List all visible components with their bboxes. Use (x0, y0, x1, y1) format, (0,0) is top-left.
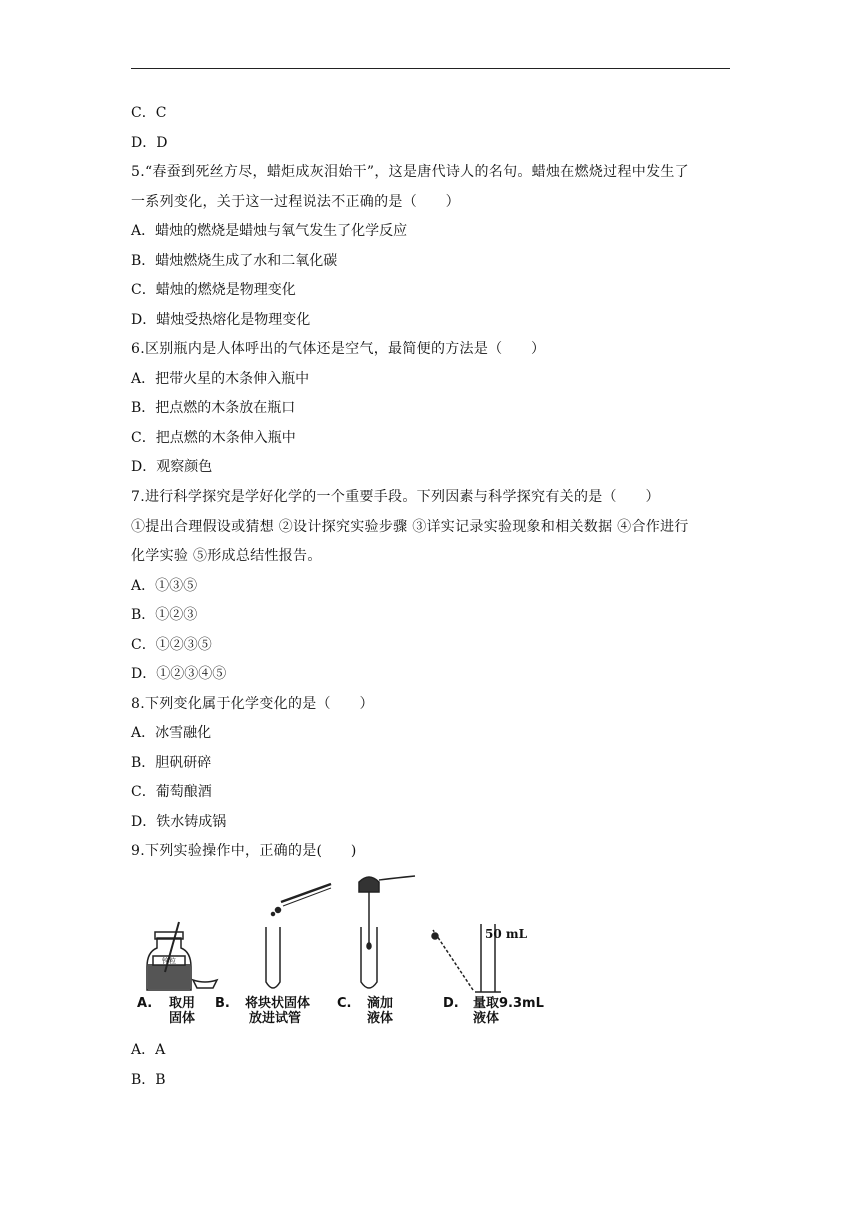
reagent-jar-illustration (147, 922, 217, 990)
caption-b-line2: 放进试管 (249, 1011, 302, 1026)
dropper-illustration (359, 876, 415, 988)
q8-opt-b: B．胆矾研碎 (131, 755, 212, 771)
caption-c-line2: 液体 (367, 1011, 394, 1026)
caption-d-line1: 量取9.3mL (473, 996, 544, 1011)
q6-opt-c: C．把点燃的木条伸入瓶中 (131, 430, 296, 446)
q7-stem: 7.进行科学探究是学好化学的一个重要手段。下列因素与科学探究有关的是（ ） (131, 489, 660, 505)
caption-d-line2: 液体 (473, 1011, 500, 1026)
q9-opt-b: B．B (131, 1072, 166, 1088)
caption-b-line1: 将块状固体 (245, 996, 311, 1011)
jar-label: 锌粒 (162, 957, 176, 965)
caption-a-line1: 取用 (169, 996, 196, 1011)
caption-d-letter: D. (443, 996, 459, 1011)
header-rule (131, 68, 730, 69)
q7-items-1: ①提出合理假设或猜想 ②设计探究实验步骤 ③详实记录实验现象和相关数据 ④合作进行 (131, 519, 689, 535)
cylinder-label: 50 mL (485, 927, 528, 941)
caption-c-line1: 滴加 (367, 996, 394, 1011)
q5-stem-1: 5.“春蚕到死丝方尽，蜡炬成灰泪始干”，这是唐代诗人的名句。蜡烛在燃烧过程中发生了 (131, 164, 689, 180)
q8-stem: 8.下列变化属于化学变化的是（ ） (131, 696, 374, 712)
caption-c-letter: C. (337, 996, 352, 1011)
q5-opt-c: C．蜡烛的燃烧是物理变化 (131, 282, 296, 298)
q6-opt-b: B．把点燃的木条放在瓶口 (131, 400, 296, 416)
q6-stem: 6.区别瓶内是人体呼出的气体还是空气，最简便的方法是（ ） (131, 341, 546, 357)
caption-a-letter: A. (137, 996, 153, 1011)
q6-opt-d: D．观察颜色 (131, 459, 213, 475)
q8-opt-d: D．铁水铸成锅 (131, 814, 227, 830)
q8-opt-c: C．葡萄酿酒 (131, 784, 212, 800)
q5-opt-d: D．蜡烛受热熔化是物理变化 (131, 312, 311, 328)
q6-opt-a: A．把带火星的木条伸入瓶中 (131, 371, 310, 387)
q5-opt-b: B．蜡烛燃烧生成了水和二氧化碳 (131, 253, 338, 269)
q7-items-2: 化学实验 ⑤形成总结性报告。 (131, 548, 322, 564)
lab-operations-figure (133, 872, 558, 1032)
q7-opt-c: C．①②③⑤ (131, 637, 212, 653)
q8-opt-a: A．冰雪融化 (131, 725, 212, 741)
q5-stem-2: 一系列变化，关于这一过程说法不正确的是（ ） (131, 194, 460, 210)
caption-a-line2: 固体 (169, 1011, 196, 1026)
q9-opt-a: A．A (131, 1042, 166, 1058)
q7-opt-d: D．①②③④⑤ (131, 666, 227, 682)
q4-opt-c: C．C (131, 105, 167, 121)
q5-opt-a: A．蜡烛的燃烧是蜡烛与氧气发生了化学反应 (131, 223, 408, 239)
q9-stem: 9.下列实验操作中，正确的是( ) (131, 843, 357, 859)
q7-opt-a: A．①③⑤ (131, 578, 198, 594)
q4-opt-d: D．D (131, 135, 168, 151)
caption-b-letter: B. (215, 996, 230, 1011)
test-tube-illustration (266, 884, 331, 988)
q7-opt-b: B．①②③ (131, 607, 198, 623)
